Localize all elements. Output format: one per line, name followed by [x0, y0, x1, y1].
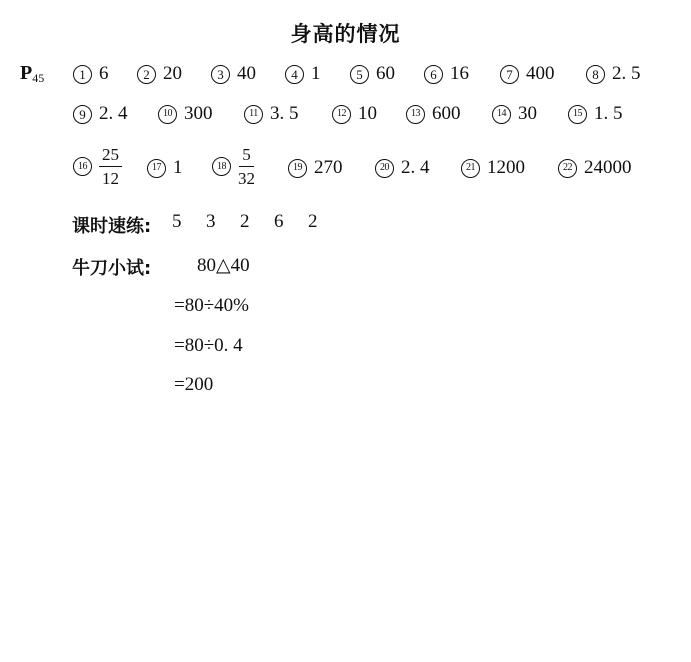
answer-21: 21 1200: [461, 157, 525, 179]
page-title: 身高的情况: [290, 22, 401, 46]
answer-17: 17 1: [147, 157, 183, 179]
fraction-5-32: $\frac{5}{32}$: [238, 145, 255, 188]
drill-value: 6: [274, 211, 284, 232]
calc-line-4: =200: [174, 374, 214, 395]
answer-14: 14 30: [492, 103, 537, 125]
answer-10: 10 300: [158, 103, 213, 125]
calc-line-3: =80÷0. 4: [174, 335, 243, 356]
drill-value: 5: [172, 211, 182, 232]
answer-20: 20 2. 4: [375, 157, 430, 179]
answer-15: 15 1. 5: [568, 103, 623, 125]
answer-12: 12 10: [332, 103, 377, 125]
page-number-label: $P_{45}$: [20, 62, 45, 85]
drill-value: 2: [240, 211, 250, 232]
trial-label: 牛刀小试:: [72, 258, 152, 279]
drill-value: 3: [206, 211, 216, 232]
drill-values: [172, 211, 342, 233]
answer-5: 5 60: [350, 63, 395, 85]
calc-line-1: 80△40: [197, 255, 250, 276]
fraction-25-12: $\frac{25}{12}$: [99, 145, 122, 188]
drill-label: 课时速练:: [72, 216, 152, 237]
answer-6: 6 16: [424, 63, 469, 85]
answer-11: 11 3. 5: [244, 103, 299, 125]
answer-19: 19 270: [288, 157, 343, 179]
answer-3: 3 40: [211, 63, 256, 85]
answer-13: 13 600: [406, 103, 461, 125]
answer-8: 8 2. 5: [586, 63, 641, 85]
answer-18: 18 $\frac{5}{32}$: [212, 145, 255, 188]
calc-line-2: =80÷40%: [174, 295, 249, 316]
answer-7: 7 400: [500, 63, 555, 85]
answer-1: 1 6: [73, 63, 109, 85]
answer-4: 4 1: [285, 63, 321, 85]
answer-16: 16 $\frac{25}{12}$: [73, 145, 122, 188]
drill-value: 2: [308, 211, 318, 232]
answer-9: 9 2. 4: [73, 103, 128, 125]
answer-2: 2 20: [137, 63, 182, 85]
answer-22: 22 24000: [558, 157, 632, 179]
